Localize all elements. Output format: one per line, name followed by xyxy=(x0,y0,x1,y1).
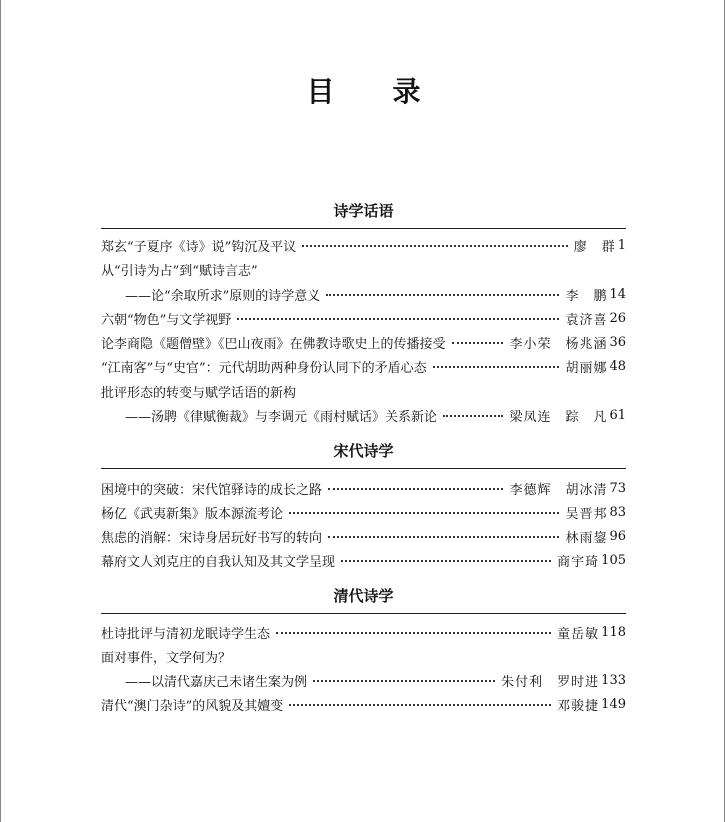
section-heading: 诗学话语 xyxy=(333,202,394,220)
entry-title: 杨亿《武夷新集》版本源流考论 xyxy=(101,506,284,522)
entry-title: “江南客”与“史官”：元代胡助两种身份认同下的矛盾心态 xyxy=(101,360,427,376)
title-char-2: 录 xyxy=(392,75,421,108)
toc-entry[interactable] xyxy=(101,258,626,280)
toc-entry[interactable] xyxy=(101,525,626,547)
toc-entry[interactable] xyxy=(101,380,626,402)
entry-author: 朱付利 罗时进 xyxy=(501,674,600,690)
toc-entry[interactable] xyxy=(101,501,626,523)
toc-entry[interactable] xyxy=(101,669,626,691)
entry-subtitle: ——论“余取所求”原则的诗学意义 xyxy=(125,288,321,304)
dot-leader xyxy=(237,318,559,320)
dot-leader xyxy=(433,366,560,368)
entry-title: 面对事件，文学何为？ xyxy=(101,650,232,666)
entry-author: 商宇琦 xyxy=(557,554,600,570)
dot-leader xyxy=(452,342,504,344)
entry-author: 邓骏捷 xyxy=(557,698,600,714)
entry-page: 48 xyxy=(609,358,626,374)
dot-leader xyxy=(313,680,495,682)
section-divider xyxy=(101,613,626,614)
dot-leader xyxy=(302,245,567,247)
entry-page: 149 xyxy=(601,696,626,712)
entry-title: 焦虑的消解：宋诗身居玩好书写的转向 xyxy=(101,530,323,546)
entry-author: 李德辉 胡冰清 xyxy=(509,482,608,498)
page-title xyxy=(1,70,725,110)
entry-title: 论李商隐《题僧壁》《巴山夜雨》在佛教诗歌史上的传播接受 xyxy=(101,336,446,352)
dot-leader xyxy=(326,294,559,296)
toc-entry[interactable] xyxy=(101,307,626,329)
entry-page: 14 xyxy=(609,286,626,302)
entry-author: 袁济喜 xyxy=(565,312,608,328)
entry-author: 梁凤连 踪 凡 xyxy=(509,409,608,425)
dot-leader xyxy=(328,488,503,490)
toc-entry[interactable] xyxy=(101,621,626,643)
entry-title: 从“引诗为占”到“赋诗言志” xyxy=(101,263,258,279)
entry-title: 困境中的突破：宋代馆驿诗的成长之路 xyxy=(101,482,323,498)
entry-page: 83 xyxy=(609,504,626,520)
entry-page: 1 xyxy=(617,237,626,253)
entry-title: 清代“澳门杂诗”的风貌及其嬗变 xyxy=(101,698,284,714)
section-divider xyxy=(101,228,626,229)
toc-entry[interactable] xyxy=(101,331,626,353)
section-heading: 宋代诗学 xyxy=(333,442,394,460)
entry-title: 幕府文人刘克庄的自我认知及其文学呈现 xyxy=(101,554,336,570)
entry-title: 郑玄“子夏序《诗》说”钩沉及平议 xyxy=(101,239,297,255)
dot-leader xyxy=(289,704,551,706)
section-divider xyxy=(101,468,626,469)
entry-page: 133 xyxy=(601,672,626,688)
entry-title: 批评形态的转变与赋学话语的新构 xyxy=(101,385,297,401)
entry-author: 廖 群 xyxy=(573,239,616,255)
dot-leader xyxy=(341,560,551,562)
entry-page: 118 xyxy=(601,624,626,640)
toc-entry[interactable] xyxy=(101,549,626,571)
entry-page: 36 xyxy=(609,334,626,350)
toc-entry[interactable] xyxy=(101,693,626,715)
entry-author: 吴晋邦 xyxy=(565,506,608,522)
entry-subtitle: ——以清代嘉庆己未诸生案为例 xyxy=(125,674,308,690)
entry-page: 105 xyxy=(601,552,626,568)
entry-page: 96 xyxy=(609,528,626,544)
section-heading: 清代诗学 xyxy=(333,587,394,605)
toc-entry[interactable] xyxy=(101,355,626,377)
entry-page: 61 xyxy=(609,407,626,423)
entry-author: 林雨鋆 xyxy=(565,530,608,546)
dot-leader xyxy=(276,632,551,634)
toc-entry[interactable] xyxy=(101,283,626,305)
dot-leader xyxy=(328,536,559,538)
title-char-1: 目 xyxy=(306,75,335,108)
dot-leader xyxy=(443,415,503,417)
entry-page: 73 xyxy=(609,480,626,496)
dot-leader xyxy=(289,512,559,514)
entry-author: 童岳敏 xyxy=(557,626,600,642)
entry-title: 六朝“物色”与文学视野 xyxy=(101,312,232,328)
toc-entry[interactable] xyxy=(101,645,626,667)
entry-title: 杜诗批评与清初龙眠诗学生态 xyxy=(101,626,271,642)
entry-author: 李 鹏 xyxy=(565,288,608,304)
toc-entry[interactable] xyxy=(101,404,626,426)
entry-page: 26 xyxy=(609,310,626,326)
toc-entry[interactable] xyxy=(101,477,626,499)
entry-subtitle: ——汤聘《律赋衡裁》与李调元《雨村赋话》关系新论 xyxy=(125,409,438,425)
toc-entry[interactable] xyxy=(101,234,626,256)
entry-author: 李小荣 杨兆涵 xyxy=(509,336,608,352)
entry-author: 胡丽娜 xyxy=(565,360,608,376)
